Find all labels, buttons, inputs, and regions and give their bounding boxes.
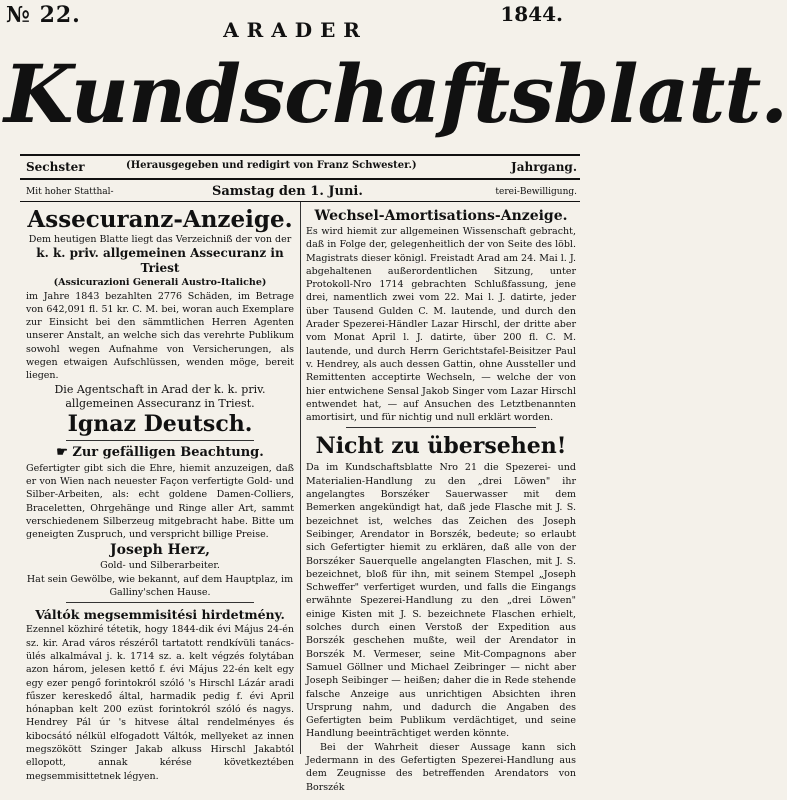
- volume-left: Sechster: [26, 160, 85, 174]
- jeweller-signature: Joseph Herz,: [110, 542, 210, 559]
- insurance-ad-heading: Assecuranz-Anzeige.: [27, 206, 293, 233]
- right-divider-1: [346, 427, 536, 428]
- left-divider-2: [66, 602, 254, 603]
- insurance-ad-intro: Dem heutigen Blatte liegt das Verzeichniß der von der: [28, 234, 292, 245]
- hungarian-notice-heading: Váltók megsemmisitési hirdetmény.: [35, 607, 285, 623]
- issue-date: Samstag den 1. Juni.: [212, 184, 363, 199]
- insurance-ad-body: im Jahre 1843 bezahlten 2776 Schäden, im Betrage von 642,091 fl. 51 kr. C. M. bei, woran auch Exemplare zur Einsicht bei den sämmtlichen Herren Agenten unserer Anstalt, an welche sich das verehrte Publikum sowohl wegen Aufnahme von Versicherungen, als wegen etwaigen Aufschlüssen, wenden möge, bereit liegen.: [26, 290, 294, 382]
- approval-left: Mit hoher Statthal-: [26, 187, 114, 197]
- jeweller-ad-body: Gefertigter gibt sich die Ehre, hiemit anzuzeigen, daß er von Wien nach neuester Façon verfertigte Gold- und Silber-Arbeiten, als: echt goldene Damen-Colliers, Braceletten, Ohrgehänge und Ringe aller Art, sammt verschiedenem Silberzeug mitgebracht habe. Bitte um geneigten Zuspruch, und verspricht billige Preise.: [26, 462, 294, 541]
- left-column: [26, 207, 294, 783]
- insurance-company-name: k. k. priv. allgemeinen Assecuranz in Triest: [36, 246, 284, 276]
- left-divider-1: [66, 440, 254, 441]
- notice-heading: Nicht zu übersehen!: [315, 433, 567, 460]
- insurance-agency-line: Die Agentschaft in Arad der k. k. priv. allgemeinen Assecuranz in Triest.: [54, 382, 266, 410]
- notice-body-continued: Bei der Wahrheit dieser Aussage kann sich Jedermann in des Gefertigten Spezerei-Handlung aus dem Zeugnisse des betreffenden Arendators von Borszék: [306, 741, 576, 793]
- jeweller-trade: Gold- und Silberarbeiter.: [100, 560, 220, 572]
- amortisation-heading: Wechsel-Amortisations-Anzeige.: [314, 208, 568, 224]
- hungarian-notice-body: Ezennel közhiré tétetik, hogy 1844-dik évi Május 24-én sz. kir. Arad város részéről tartatott rendkívüli tanács-ülés alkalmával j. k. 1714 sz. a. kelt végzés folytában azon három, jelesen kettő f. évi Május 22-én kelt egy egy ezer pengő forintokról szóló 's Hirschl Lázár aradi fűszer kereskedő által, harmadik pedig f. évi April hónapban kelt 200 ezüst forintokról szóló és nagys. Hendrey Pál úr 's hitvese által rendelményes és kibocsátó nélkül elfogadott Váltók, mellyeket az innen megszökött Szinger Jakab alkuss Hirschl Jakabtól ellopott, annak kérése következtében megsemmisittetnek légyen.: [26, 624, 294, 782]
- approval-right: terei-Bewilligung.: [495, 187, 577, 197]
- notice-body: Da im Kundschaftsblatte Nro 21 die Spezerei- und Materialien-Handlung zu den „drei Löwen" ihr angelangtes Borszéker Sauerwasser mit dem Bemerken angekündigt hat, daß jede Flasche mit J. S. bezeichnet ist, welches das Zeichen des Joseph Seibinger, Arendator in Borszék, bedeute; so erlaubt sich Gefertigter hiemit zu erklären, daß alle von der Borszéker Sauerquelle angelangten Flaschen, mit J. S. bezeichnet, bloß für ihn, mit seinem Stempel „Joseph Schweffer" verfertiget wurden, und falls die Eingangs erwähnte Spezerei-Handlung zu den „drei Löwen" einige Kisten mit J. S. bezeichnete Flaschen erhielt, solches durch einen Verstoß der Expedition aus Borszék geschehen mußte, weil der Arendator in Borszék M. Vermeser, seine Mit-Compagnons aber Samuel Göllner und Michael Zeibringer — nicht aber Joseph Seibinger — heißen; daher die in Rede stehende falsche Anzeige aus unrichtigen Absichten ihren Ursprung nahm, und dadurch die Angaben des Gefertigten beim Publikum verdächtiget, und seine Handlung beeinträchtiget werden könnte.: [306, 462, 576, 740]
- publisher-line: (Herausgegeben und redigirt von Franz Schwester.): [126, 160, 417, 171]
- volume-right: Jahrgang.: [511, 160, 577, 174]
- column-divider: [300, 202, 301, 754]
- insurance-company-italian-name: (Assicurazioni Generali Austro-Italiche): [53, 277, 267, 289]
- header-rule-top: [20, 154, 580, 156]
- header-rule-middle: [20, 178, 580, 180]
- jeweller-address: Hat sein Gewölbe, wie bekannt, auf dem Hauptplaz, im Galliny'schen Hause.: [26, 573, 294, 599]
- insurance-ad-signature: Ignaz Deutsch.: [67, 410, 253, 437]
- jeweller-ad-heading: ☛ Zur gefälligen Beachtung.: [56, 444, 264, 460]
- issue-year: 1844.: [500, 2, 563, 26]
- right-column: [306, 207, 576, 794]
- newspaper-title: Kundschaftsblatt.: [4, 47, 787, 141]
- amortisation-body: Es wird hiemit zur allgemeinen Wissenschaft gebracht, daß in Folge der, gelegenheitlich der von Seite des löbl. Magistrats dieser königl. Freistadt Arad am 24. Mai l. J. abgehaltenen außerordentlichen Sitzung, unter Protokoll-Nro 1714 gebrachten Schlußfassung, jene drei, namentlich zwei vom 22. Mai l. J. datirte, jeder über Tausend Gulden C. M. lautende, und durch den Arader Spezerei-Händler Lazar Hirschl, der dritte aber vom Monat April l. J. datirte, über 200 fl. C. M. lautende, und durch Herrn Gerichtstafel-Beisitzer Paul v. Hendrey, als auch dessen Gattin, ohne Aussteller und Remittenten acceptirte Wechseln, — welche der von hier entwichene Sensal Jakob Singer vom Lazar Hirschl entwendet hat, — auf Ansuchen des Letztbenannten amortisirt, und für nichtig und null erklärt worden.: [306, 226, 576, 424]
- town-name: ARADER: [223, 18, 368, 42]
- issue-number: № 22.: [6, 2, 81, 28]
